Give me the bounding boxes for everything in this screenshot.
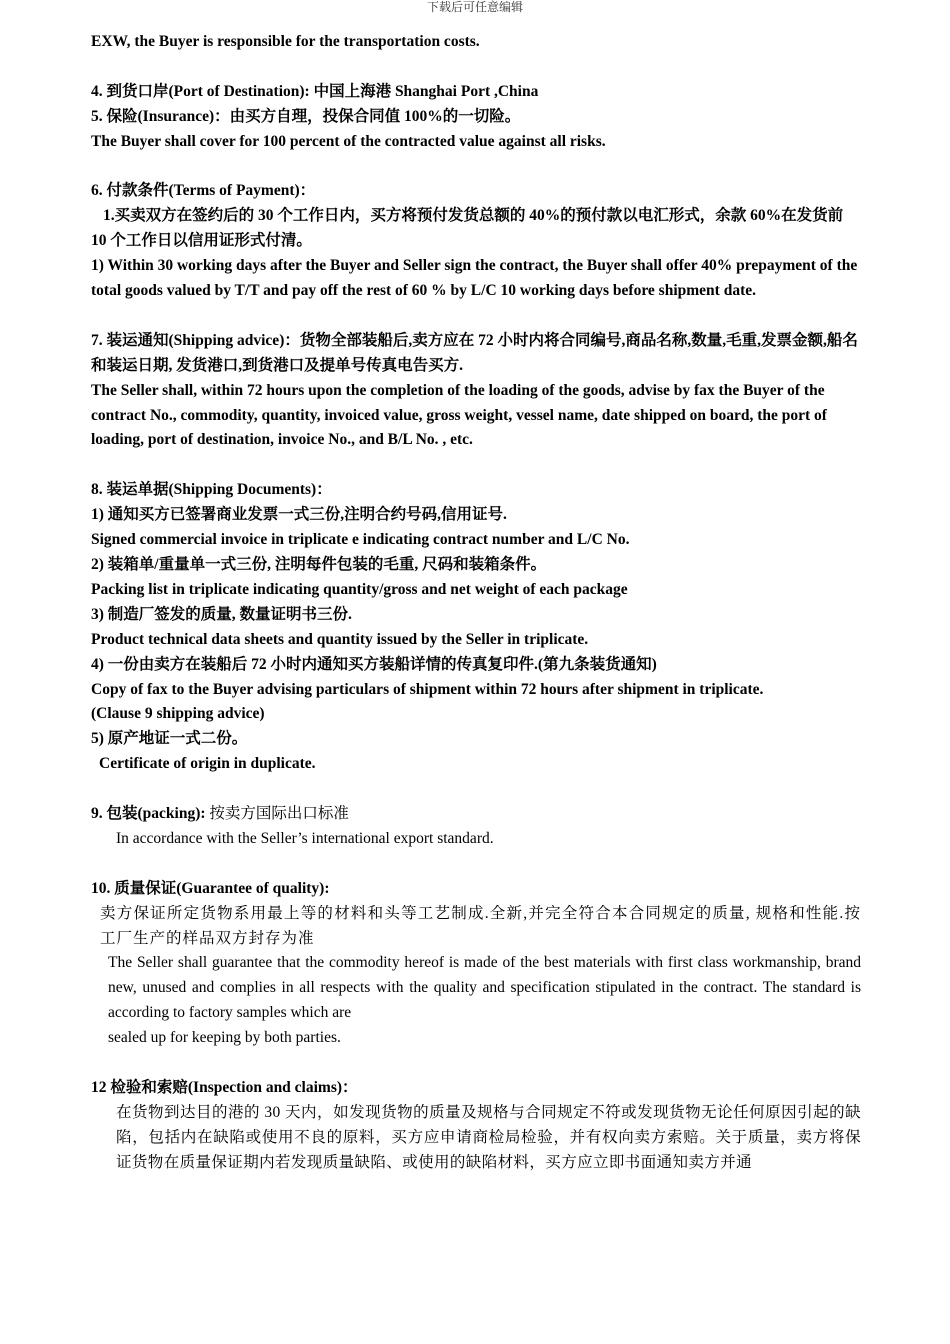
doc-item-4-en: Copy of fax to the Buyer advising particulars of shipment within 72 hours after shipment in triplicate. xyxy=(91,680,764,698)
spacer xyxy=(91,304,861,329)
spacer xyxy=(91,55,861,80)
spacer xyxy=(91,453,861,478)
exw-line: EXW, the Buyer is responsible for the transportation costs. xyxy=(91,33,480,50)
quality-en-end: sealed up for keeping by both parties. xyxy=(108,1029,341,1047)
doc-item-5-en: Certificate of origin in duplicate. xyxy=(99,755,316,773)
spacer xyxy=(91,777,861,802)
quality-title: 10. 质量保证(Guarantee of quality): xyxy=(91,879,330,897)
shipping-advice-en: The Seller shall, within 72 hours upon the completion of the loading of the goods, advise by fax the Buyer of the contract No., commodity, quantity, invoiced value, gross weight, vessel name, date shipped on board, the port of loading, port of destination, invoice No., and B/L No. , etc. xyxy=(91,381,827,449)
doc-item-2-en: Packing list in triplicate indicating quantity/gross and net weight of each package xyxy=(91,580,628,598)
inspection-title: 12 检验和索赔(Inspection and claims)： xyxy=(91,1078,358,1096)
packing-line xyxy=(91,802,861,827)
port-of-destination: 4. 到货口岸(Port of Destination): 中国上海港 Shanghai Port ,China xyxy=(91,82,539,100)
doc-item-1-zh: 1) 通知买方已签署商业发票一式三份,注明合约号码,信用证号. xyxy=(91,506,507,524)
shipping-documents-title: 8. 装运单据(Shipping Documents)： xyxy=(91,481,332,499)
inspection-zh: 在货物到达目的港的 30 天内，如发现货物的质量及规格与合同规定不符或发现货物无论任何原因引起的缺陷，包括内在缺陷或使用不良的原料，买方应申请商检局检验，并有权向卖方索赔。关于质量，卖方将保证货物在质量保证期内若发现质量缺陷、或使用的缺陷材料，买方应立即书面通知卖方并通 xyxy=(116,1103,861,1171)
payment-en: 1) Within 30 working days after the Buyer and Seller sign the contract, the Buyer shall offer 40% prepayment of the total goods valued by T/T and pay off the rest of 60 % by L/C 10 working days before shipment date. xyxy=(91,257,858,300)
payment-zh: 1.买卖双方在签约后的 30 个工作日内，买方将预付发货总额的 40%的预付款以电汇形式，余款 60%在发货前 10 个工作日以信用证形式付清。 xyxy=(91,207,844,250)
doc-item-5-zh: 5) 原产地证一式二份。 xyxy=(91,730,248,748)
packing-text: 按卖方国际出口标准 xyxy=(205,805,349,823)
doc-item-3-en: Product technical data sheets and quantity issued by the Seller in triplicate. xyxy=(91,630,589,648)
doc-item-2-zh: 2) 装箱单/重量单一式三份, 注明每件包装的毛重, 尺码和装箱条件。 xyxy=(91,555,547,573)
insurance-en: The Buyer shall cover for 100 percent of the contracted value against all risks. xyxy=(91,132,606,150)
quality-zh: 卖方保证所定货物系用最上等的材料和头等工艺制成.全新,并完全符合本合同规定的质量, 规格和性能.按工厂生产的样品双方封存为准 xyxy=(100,904,861,947)
doc-item-4-zh: 4) 一份由卖方在装船后 72 小时内通知买方装船详情的传真复印件.(第九条装货通知) xyxy=(91,655,657,673)
spacer xyxy=(91,1051,861,1076)
packing-en: In accordance with the Seller’s international export standard. xyxy=(116,829,494,847)
page-header: 下载后可任意编辑 xyxy=(426,0,523,14)
insurance-zh: 5. 保险(Insurance)：由买方自理，投保合同值 100%的一切险。 xyxy=(91,107,521,125)
packing-label: 9. 包装(packing): xyxy=(91,805,206,823)
contract-document xyxy=(91,30,861,1176)
spacer xyxy=(91,852,861,877)
payment-title: 6. 付款条件(Terms of Payment)： xyxy=(91,182,316,200)
doc-item-1-en: Signed commercial invoice in triplicate e indicating contract number and L/C No. xyxy=(91,531,630,549)
doc-item-3-zh: 3) 制造厂签发的质量, 数量证明书三份. xyxy=(91,605,352,623)
spacer xyxy=(91,155,861,180)
doc-item-4-en-clause: (Clause 9 shipping advice) xyxy=(91,705,265,723)
shipping-advice-zh: 7. 装运通知(Shipping advice)：货物全部装船后,卖方应在 72 小时内将合同编号,商品名称,数量,毛重,发票金额,船名和装运日期, 发货港口,到货港口及提单号传真电告买方. xyxy=(91,331,858,374)
quality-en: The Seller shall guarantee that the commodity hereof is made of the best materials with first class workmanship, brand new, unused and complies in all respects with the quality and specification stipulated in the contract. The standard is according to factory samples which are xyxy=(108,954,861,1022)
